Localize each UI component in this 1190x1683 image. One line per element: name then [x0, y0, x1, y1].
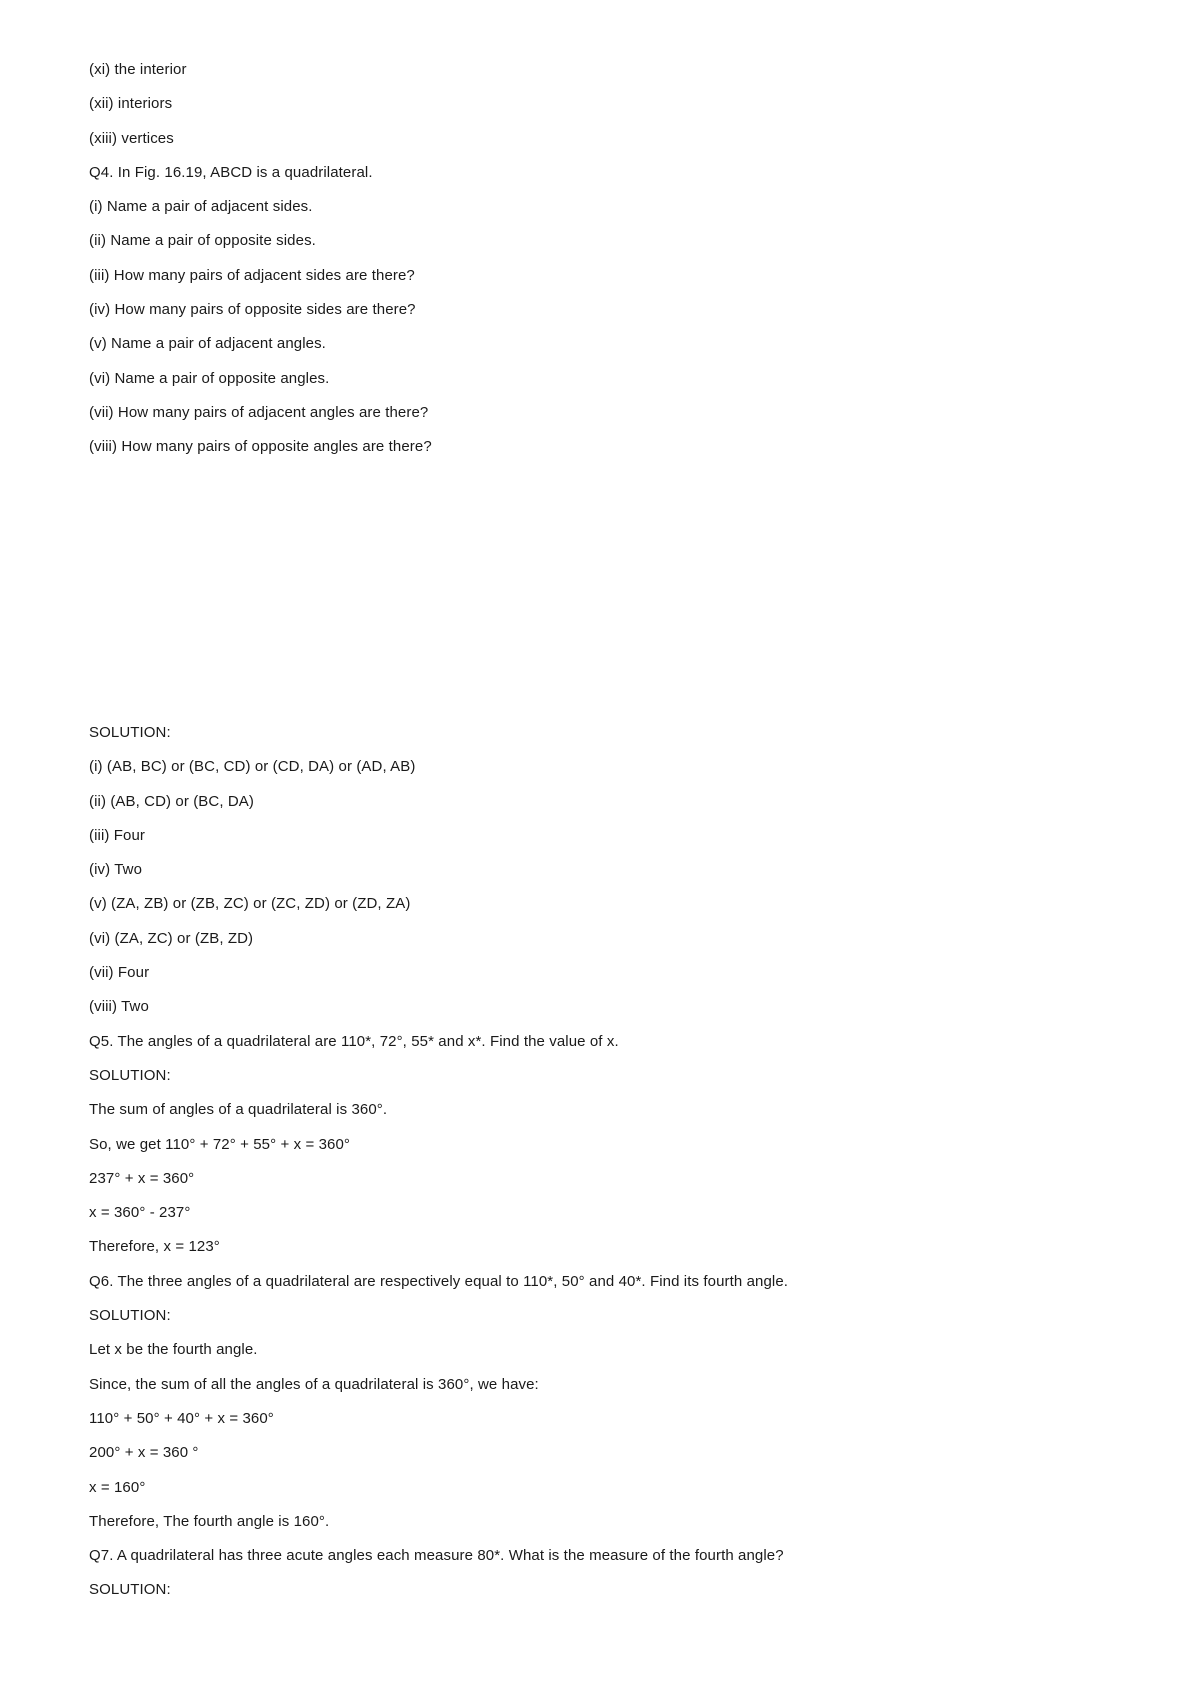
text-line: (viii) Two — [89, 998, 149, 1016]
solutions-block — [89, 716, 1089, 1608]
text-line: (xi) the interior — [89, 61, 187, 78]
text-line: (i) (AB, BC) or (BC, CD) or (CD, DA) or (AD, AB) — [89, 758, 416, 776]
solution-heading: SOLUTION: — [89, 1307, 171, 1325]
text-line: (xiii) vertices — [89, 129, 174, 147]
text-line: (ii) (AB, CD) or (BC, DA) — [89, 792, 254, 810]
text-line: (viii) How many pairs of opposite angles are there? — [89, 438, 432, 456]
text-line: (iii) Four — [89, 826, 145, 844]
solution-heading: SOLUTION: — [89, 724, 171, 741]
text-line: Therefore, The fourth angle is 160°. — [89, 1512, 330, 1530]
text-line: Since, the sum of all the angles of a quadrilateral is 360°, we have: — [89, 1375, 539, 1393]
text-line: So, we get 110° + 72° + 55° + x = 360° — [89, 1135, 351, 1153]
text-line: (vii) Four — [89, 964, 150, 982]
text-line: (v) Name a pair of adjacent angles. — [89, 335, 326, 353]
text-line: (iv) How many pairs of opposite sides are there? — [89, 301, 416, 319]
text-line: (v) (ZA, ZB) or (ZB, ZC) or (ZC, ZD) or (ZD, ZA) — [89, 895, 411, 913]
text-line: x = 360° - 237° — [89, 1204, 191, 1222]
text-line: (iii) How many pairs of adjacent sides are there? — [89, 266, 415, 284]
question-4-block — [89, 53, 1089, 465]
text-line: Let x be the fourth angle. — [89, 1341, 258, 1359]
text-line: 237° + x = 360° — [89, 1169, 195, 1187]
text-line: (vi) (ZA, ZC) or (ZB, ZD) — [89, 929, 254, 947]
text-line: (i) Name a pair of adjacent sides. — [89, 198, 313, 216]
text-line: 200° + x = 360 ° — [89, 1444, 199, 1462]
text-line: (iv) Two — [89, 861, 143, 879]
text-line: (vi) Name a pair of opposite angles. — [89, 369, 330, 387]
text-line: 110° + 50° + 40° + x = 360° — [89, 1409, 274, 1427]
text-line: (vii) How many pairs of adjacent angles are there? — [89, 403, 429, 421]
question-heading: Q5. The angles of a quadrilateral are 110*, 72°, 55* and x*. Find the value of x. — [89, 1032, 619, 1050]
text-line: The sum of angles of a quadrilateral is 360°. — [89, 1101, 388, 1119]
text-line: (ii) Name a pair of opposite sides. — [89, 232, 316, 250]
text-line: (xii) interiors — [89, 95, 173, 113]
solution-heading: SOLUTION: — [89, 1066, 171, 1084]
solution-heading: SOLUTION: — [89, 1581, 171, 1599]
question-heading: Q4. In Fig. 16.19, ABCD is a quadrilateral. — [89, 163, 373, 181]
question-heading: Q7. A quadrilateral has three acute angles each measure 80*. What is the measure of the fourth angle? — [89, 1547, 784, 1565]
text-line: Therefore, x = 123° — [89, 1238, 220, 1256]
text-line: x = 160° — [89, 1478, 146, 1496]
question-heading: Q6. The three angles of a quadrilateral are respectively equal to 110*, 50° and 40*. Find its fourth angle. — [89, 1272, 789, 1290]
